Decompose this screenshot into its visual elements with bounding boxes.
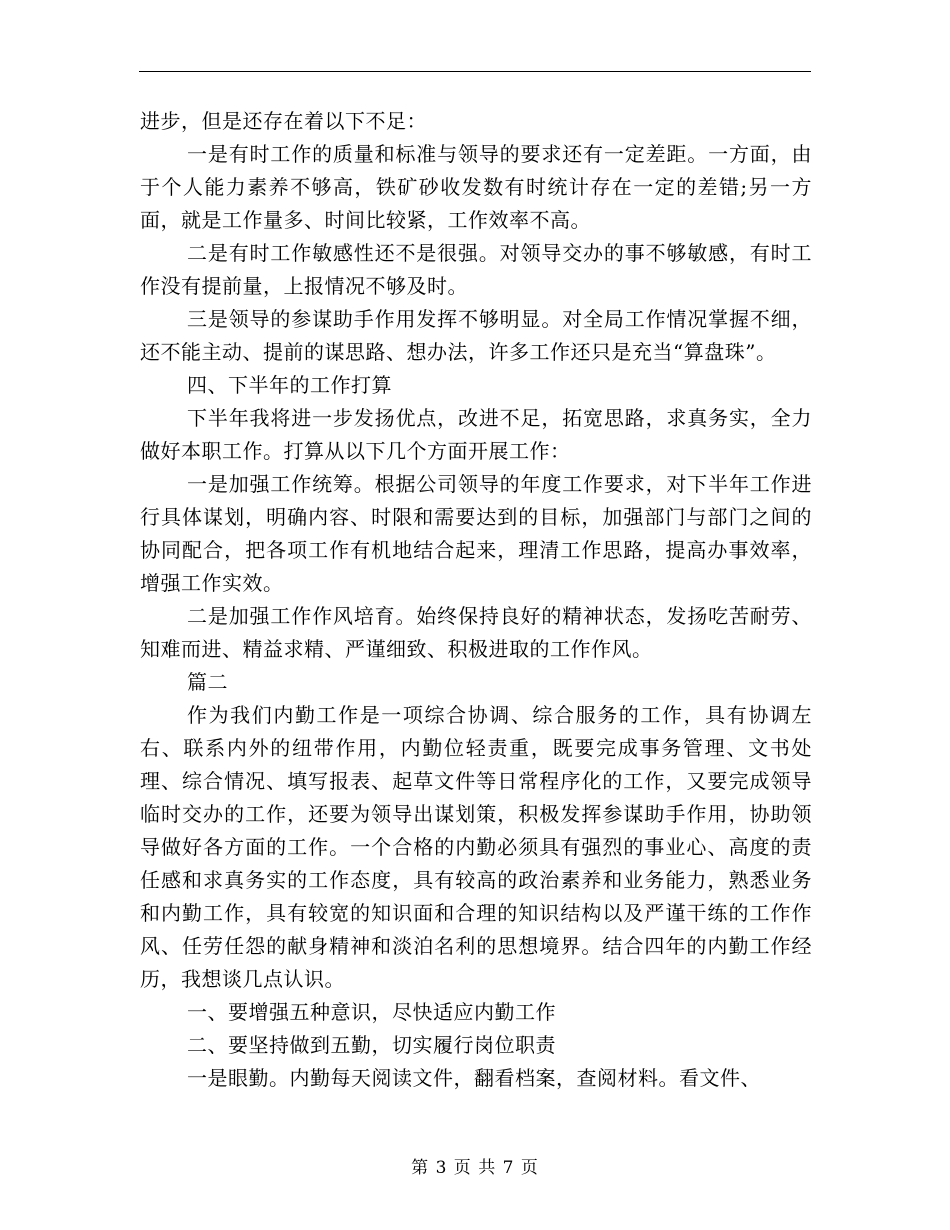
paragraph: 二是有时工作敏感性还不是很强。对领导交办的事不够敏感，有时工作没有提前量，上报情况不够及时。 (140, 241, 812, 298)
section-heading: 一、要增强五种意识，尽快适应内勤工作 (187, 1000, 556, 1024)
paragraph: 一是加强工作统筹。根据公司领导的年度工作要求，对下半年工作进行具体谋划，明确内容、时限和需要达到的目标，加强部门与部门之间的协同配合，把各项工作有机地结合起来，理清工作思路，提高办事效率，增强工作实效。 (140, 472, 812, 595)
paragraph: 三是领导的参谋助手作用发挥不够明显。对全局工作情况掌握不细，还不能主动、提前的谋思路、想办法，许多工作还只是充当“算盘珠”。 (140, 307, 812, 364)
paragraph: 作为我们内勤工作是一项综合协调、综合服务的工作，具有协调左右、联系内外的纽带作用，内勤位轻责重，既要完成事务管理、文书处理、综合情况、填写报表、起草文件等日常程序化的工作，又要完成领导临时交办的工作，还要为领导出谋划策，积极发挥参谋助手作用，协助领导做好各方面的工作。一个合格的内勤必须具有强烈的事业心、高度的责任感和求真务实的工作态度，具有较高的政治素养和业务能力，熟悉业务和内勤工作，具有较宽的知识面和合理的知识结构以及严谨干练的工作作风、任劳任怨的献身精神和淡泊名利的思想境界。结合四年的内勤工作经历，我想谈几点认识。 (140, 703, 812, 991)
section-heading: 篇二 (187, 670, 228, 694)
paragraph: 下半年我将进一步发扬优点，改进不足，拓宽思路，求真务实，全力做好本职工作。打算从以下几个方面开展工作： (140, 406, 812, 463)
section-heading: 二、要坚持做到五勤，切实履行岗位职责 (187, 1033, 556, 1057)
document-body (140, 105, 812, 1095)
paragraph: 进步，但是还存在着以下不足： (140, 109, 427, 133)
section-heading: 四、下半年的工作打算 (187, 373, 392, 397)
header-rule (139, 71, 811, 72)
page-footer: 第 3 页 共 7 页 (411, 1158, 539, 1178)
paragraph: 一是眼勤。内勤每天阅读文件，翻看档案，查阅材料。看文件、 (187, 1066, 761, 1090)
paragraph: 二是加强工作作风培育。始终保持良好的精神状态，发扬吃苦耐劳、知难而进、精益求精、严谨细致、积极进取的工作作风。 (140, 604, 812, 661)
paragraph: 一是有时工作的质量和标准与领导的要求还有一定差距。一方面，由于个人能力素养不够高，铁矿砂收发数有时统计存在一定的差错;另一方面，就是工作量多、时间比较紧，工作效率不高。 (140, 142, 812, 232)
